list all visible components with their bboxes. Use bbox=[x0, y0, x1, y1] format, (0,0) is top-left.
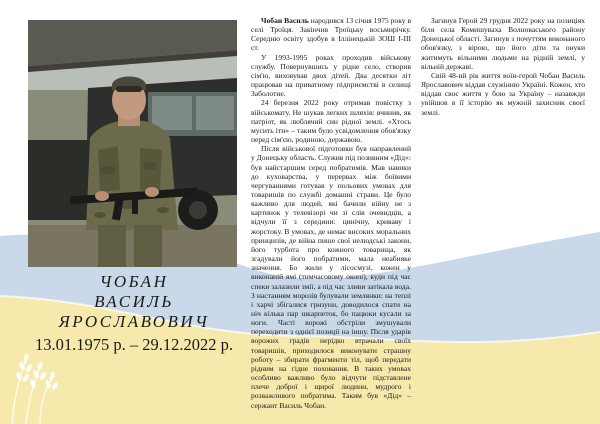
life-dates: 13.01.1975 р. – 29.12.2022 р. bbox=[35, 335, 233, 354]
patronymic: ЯРОСЛАВОВИЧ bbox=[58, 312, 210, 331]
biography-column-1 bbox=[251, 16, 411, 410]
biography-column-2 bbox=[421, 16, 585, 117]
paragraph: Свій 48-ий рік життя воїн-герой Чобан Василь Ярославович віддав служінню Україні. Кожен, хто віддав своє життя у бою за Україну – назавжди увійшов в її історію як мужній захисник своєї землі. bbox=[421, 70, 585, 117]
paragraph: Після військової підготовки був направлений у Донецьку область. Служив під позивним «Дід»: був найстаршим серед побратимів. Мав навики до куховарства, у перервах між боївими чергуваннями готував у польових умовах для товаришів по службі домашні страви. Це було важливо для людей, які бачили війну не з картинок у телевізорі чи зі слів очевидців, а відчули її з середини: цинічну, криваву і жорстоку. В умовах, де немає високих моральних принципів, де війна пише свої нелюдські закони, його турбота про кожного товарища, як згадували його побратими, мала неабияке значення. Бо жили у лісосмузі, кожен у виконаній ямі (тимчасовому окопі), куди під час спеки залазили змії, а під час зливи затікала вода. З настанням морозів булували землянки: на теплі і харчі збігалися гризуни, доводилося спати на ніч кілька пар шкарпеток, бо пацюки кусали за ноги. Часті ворожі обстріли змушували переходити з однієї позиції на іншу. Після ударів ворожих градів нерідко втрачали своїх товаришів, приходилося виконувати страшну роботу – збирати фрагменти тіл, щоб передати рідним на гідне поховання. В таких умовах особливо важливо було відчути підставлене плече доброї і щирої людини, мудрого і розважливого побратима. Таким був «Дід» – сержант Василь Чобан. bbox=[251, 144, 411, 410]
lead-name: Чобан Василь bbox=[261, 16, 309, 25]
paragraph-text: народився 13 січня 1975 року в селі Троїця. Закінчив Троїцьку восьмирічку. Середню освіту здобув в Іллінецькій ЗОШ І-ІІІ ст. bbox=[251, 16, 412, 53]
paragraph bbox=[251, 16, 411, 53]
name-block bbox=[20, 272, 248, 356]
portrait-photo bbox=[28, 20, 237, 267]
paragraph: У 1993-1995 роках проходив військову службу. Повернувшись у рідне село, створив сім'ю, виховував двох дітей. Два десятки літ працював на приватному підприємстві в селищі Заболотне. bbox=[251, 52, 411, 99]
paragraph: 24 березня 2022 року отримав повістку з військомату. Не шукав легких шляхів: вчинив, як патріот, як люблячий син рідної землі. «Хтось мусить іти» – таким було усвідомлення обов'язку перед сім'єю, родиною, державою. bbox=[251, 98, 411, 145]
paragraph: Загинув Герой 29 грудня 2022 року на позиціях біля села Комишуваха Волноваського району Донецької області. Загинув з почуттям виконаного обов'язку, з вірою, що його діти та онуки житимуть вільними людьми на рідній землі, у вільній державі. bbox=[421, 16, 585, 71]
first-name: ВАСИЛЬ bbox=[94, 292, 174, 311]
surname: ЧОБАН bbox=[99, 272, 169, 291]
